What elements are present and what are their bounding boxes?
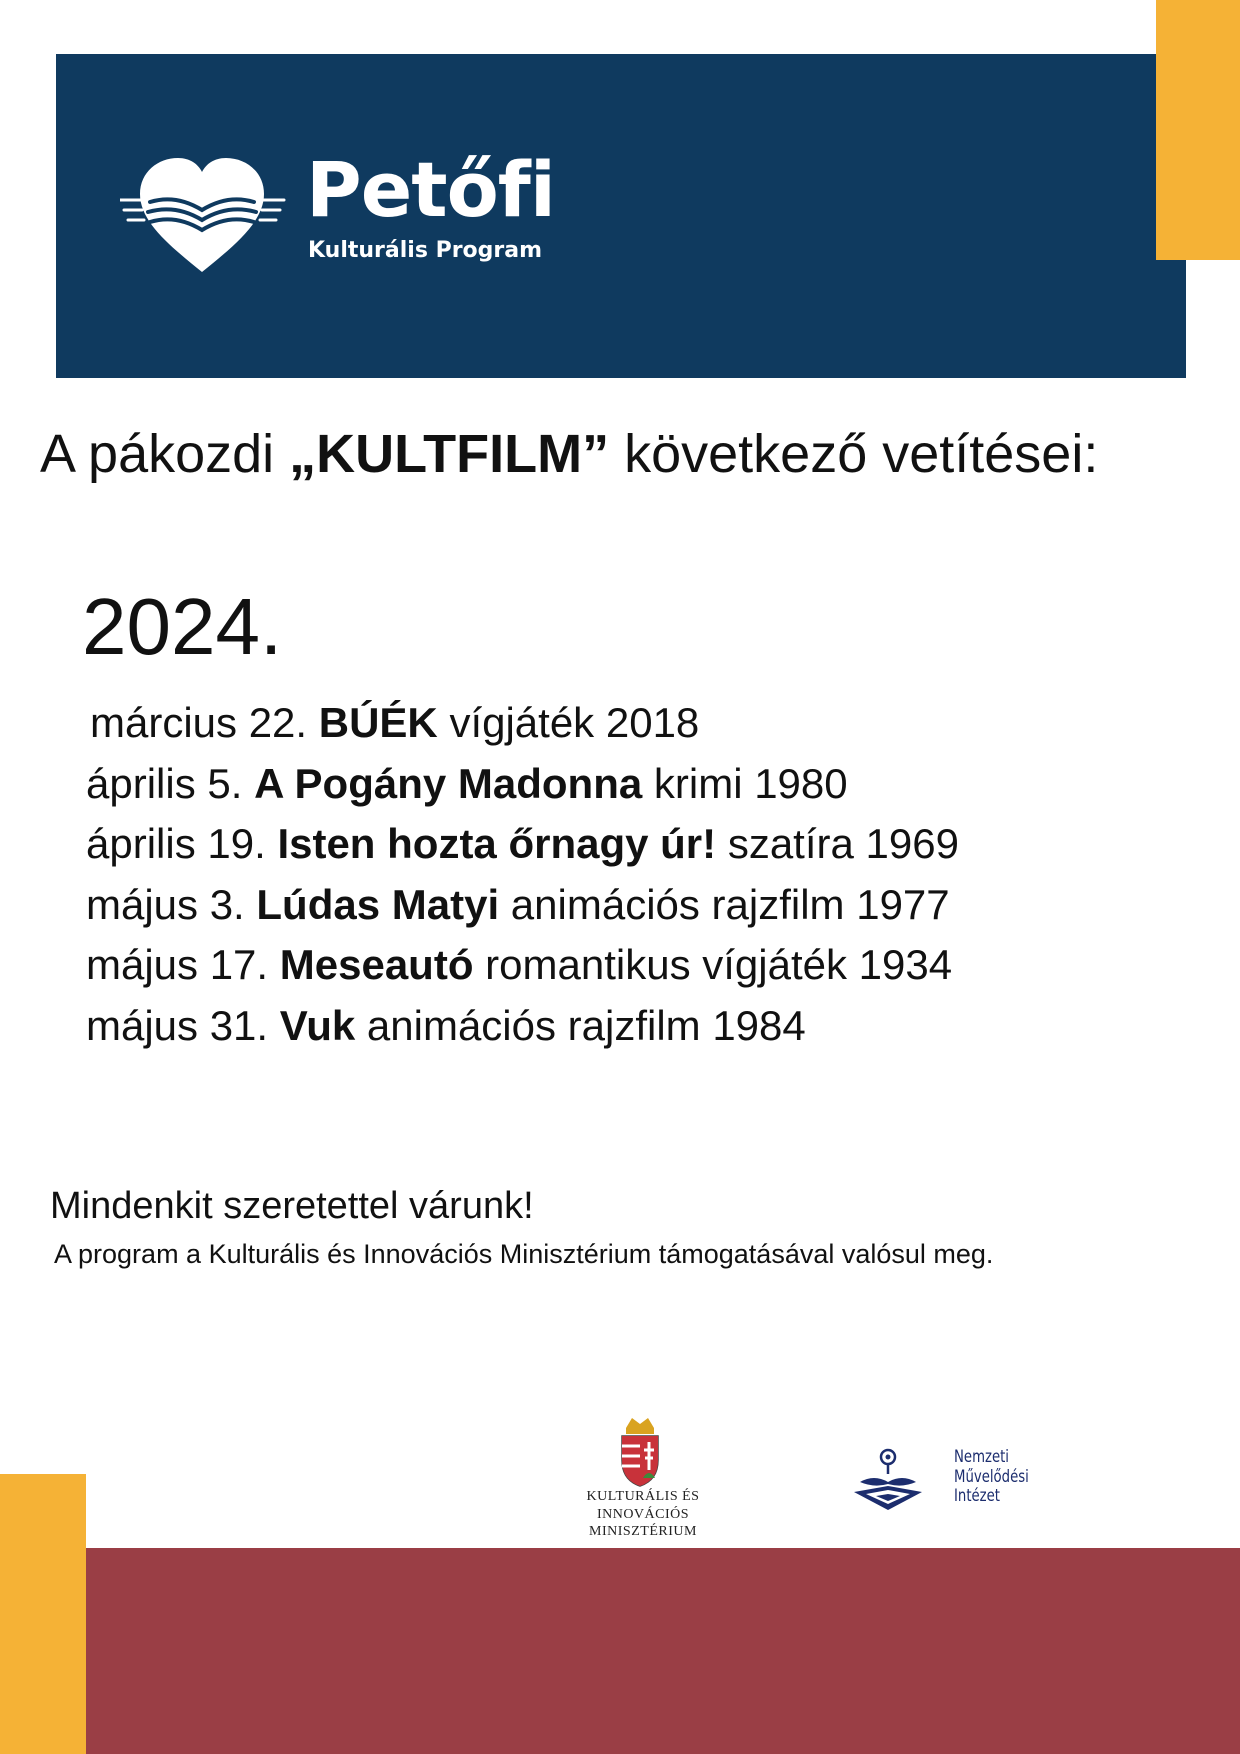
screening-title: A Pogány Madonna bbox=[254, 759, 643, 807]
screening-title: Isten hozta őrnagy úr! bbox=[277, 820, 717, 868]
headline-prefix: A pákozdi bbox=[40, 424, 290, 484]
institute-logo-text bbox=[954, 1448, 1029, 1507]
screening-description: animációs rajzfilm 1977 bbox=[510, 880, 950, 928]
screening-date: április 5. bbox=[86, 759, 243, 807]
ministry-name-line1: KULTURÁLIS ÉS INNOVÁCIÓS bbox=[586, 1489, 700, 1522]
bottom-accent-bar bbox=[0, 1474, 86, 1754]
institute-name-line2: Művelődési bbox=[954, 1466, 1029, 1487]
screening-description: krimi 1980 bbox=[653, 759, 848, 807]
ministry-name-line2: MINISZTÉRIUM bbox=[589, 1524, 697, 1539]
screening-date: március 22. bbox=[90, 699, 308, 746]
support-notice: A program a Kulturális és Innovációs Minisztérium támogatásával valósul meg. bbox=[54, 1239, 994, 1269]
screening-description: romantikus vígjáték 1934 bbox=[485, 941, 953, 989]
screening-item bbox=[86, 875, 959, 936]
screening-item bbox=[86, 693, 959, 754]
screening-list bbox=[86, 693, 959, 1057]
logo-subtitle: Kulturális Program bbox=[308, 238, 543, 263]
institute-name-line1: Nemzeti bbox=[954, 1447, 1010, 1467]
screening-date: május 31. bbox=[86, 1001, 269, 1049]
screening-item bbox=[86, 814, 959, 875]
screening-item bbox=[86, 935, 959, 996]
headline-highlight: „KULTFILM” bbox=[289, 424, 610, 484]
screening-item bbox=[86, 754, 959, 815]
screening-title: Lúdas Matyi bbox=[256, 880, 500, 928]
screening-description: szatíra 1969 bbox=[727, 820, 959, 868]
footer-bar bbox=[0, 1548, 1240, 1754]
screening-description: animációs rajzfilm 1984 bbox=[366, 1001, 806, 1049]
year-heading: 2024. bbox=[82, 582, 283, 671]
top-accent-bar bbox=[1156, 0, 1240, 260]
nmi-emblem-icon bbox=[852, 1448, 924, 1512]
screening-description: vígjáték 2018 bbox=[449, 699, 700, 746]
ministry-logo-text bbox=[548, 1488, 738, 1541]
screening-title: Meseautó bbox=[279, 941, 474, 989]
welcome-text: Mindenkit szeretettel várunk! bbox=[50, 1185, 534, 1227]
logo-title: Petőfi bbox=[306, 145, 555, 234]
screening-title: Vuk bbox=[279, 1001, 356, 1049]
screening-item bbox=[86, 996, 959, 1057]
page-title bbox=[40, 425, 1098, 484]
headline-suffix: következő vetítései: bbox=[609, 424, 1099, 484]
screening-date: május 3. bbox=[86, 880, 245, 928]
hungarian-coat-of-arms-icon bbox=[618, 1416, 662, 1488]
screening-date: április 19. bbox=[86, 820, 266, 868]
screening-date: május 17. bbox=[86, 941, 269, 989]
institute-name-line3: Intézet bbox=[954, 1486, 1000, 1507]
screening-title: BÚÉK bbox=[318, 699, 438, 746]
